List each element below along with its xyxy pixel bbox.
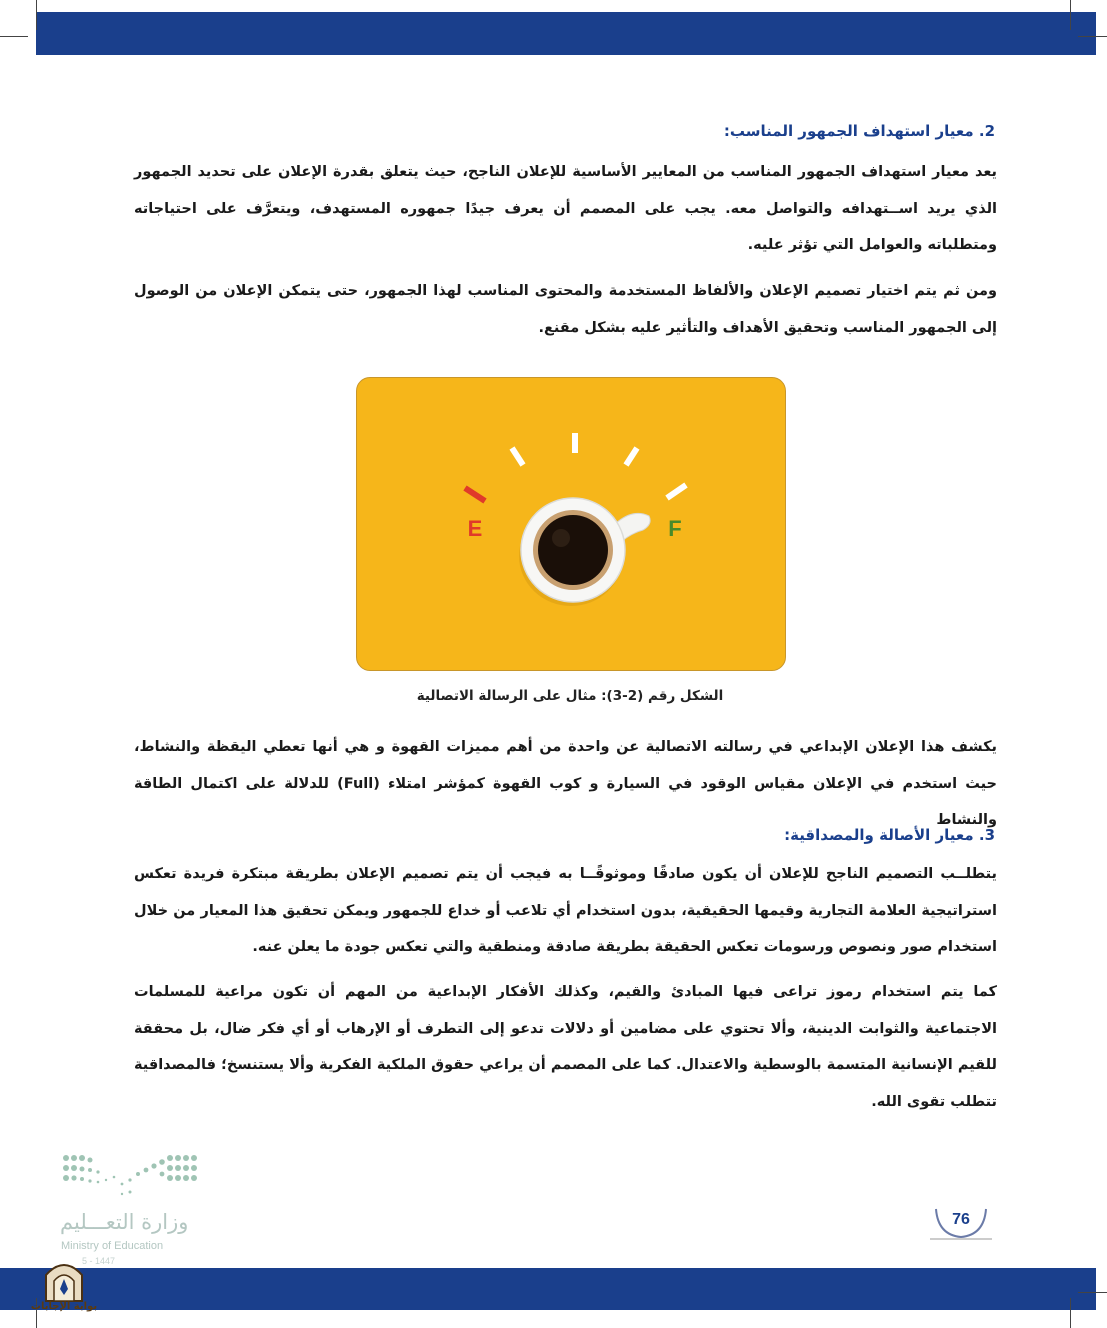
section-3-heading: 3. معيار الأصالة والمصداقية: <box>784 826 995 844</box>
page-number-badge <box>930 1205 992 1241</box>
ministry-name-english: Ministry of Education <box>61 1240 164 1252</box>
section-2-heading: 2. معيار استهداف الجمهور المناسب: <box>723 122 995 140</box>
top-header-bar <box>36 12 1096 55</box>
crop-mark <box>1070 1298 1071 1328</box>
section-2-paragraph-2: ومن ثم يتم اختيار تصميم الإعلان والألفاظ المستخدمة والمحتوى المناسب لهذا الجمهور، حتى يتمكن الإعلان من الوصول إلى الجمهور المناسب وتحقيق الأهداف والتأثير عليه بشكل مقنع. <box>134 283 997 336</box>
figure-caption: الشكل رقم (2-3): مثال على الرسالة الاتصالية <box>416 688 724 704</box>
section-3-paragraph-2: كما يتم استخدام رموز تراعى فيها المبادئ والقيم، وكذلك الأفكار الإبداعية من المهم أن تكون مراعية للمسلمات الاجتماعية والثوابت الدينية، وألا تحتوي على مضامين أو دلالات تدعو إلى التطرف أو الإرهاب أو أي فكر ضال، بل محققة للقيم الإنسانية المتسمة بالوسطية والاعتدال. كما على المصمم أن يراعي حقوق الملكية الفكرية وألا يستنسخ؛ فالمصداقية تتطلب تقوى الله. <box>134 984 997 1110</box>
gauge-tick-full <box>667 485 686 498</box>
portal-building-icon <box>28 1255 100 1305</box>
ministry-name-arabic: وزارة التعـــليم <box>60 1210 189 1234</box>
fuel-gauge-coffee-ad-image <box>356 377 786 671</box>
figure-explanation-paragraph: يكشف هذا الإعلان الإبداعي في رسالته الاتصالية عن واحدة من أهم مميزات القهوة و هي أنها تعطي اليقظة والنشاط، حيث استخدم في الإعلان مقياس الوقود في السيارة و كوب القهوة كمؤشر امتلاء (Full) للدلالة على اكتمال الطاقة والنشاط <box>134 739 997 828</box>
gauge-tick <box>626 448 637 465</box>
gauge-tick-empty <box>465 488 485 501</box>
portal-label: بوابة الإجابات <box>30 1301 98 1312</box>
crop-mark <box>0 36 28 37</box>
ministry-logo <box>60 1150 210 1265</box>
bottom-footer-bar <box>0 1268 1096 1310</box>
crop-mark <box>1078 1292 1107 1293</box>
ad-illustration <box>357 378 785 670</box>
gauge-full-label: F <box>668 516 682 541</box>
crop-mark <box>1070 0 1071 30</box>
crop-mark <box>36 0 37 30</box>
gauge-tick <box>512 448 523 465</box>
answers-portal-watermark <box>28 1255 100 1321</box>
page-number: 76 <box>952 1211 970 1228</box>
gauge-empty-label: E <box>467 516 483 541</box>
coffee-highlight <box>552 529 570 547</box>
academic-years: 5 - 1447 <box>82 1256 116 1266</box>
crop-mark <box>1078 36 1107 37</box>
ministry-dots-icon <box>60 1150 200 1202</box>
section-2-paragraph-1: يعد معيار استهداف الجمهور المناسب من المعايير الأساسية للإعلان الناجح، حيث يتعلق بقدرة الإعلان على تحديد الجمهور الذي يريد اســتهدافه والتواصل معه. يجب على المصمم أن يعرف جيدًا جمهوره المستهدف، ويتعرَّف على احتياجاته ومتطلباته والعوامل التي تؤثر عليه. <box>134 164 997 253</box>
section-3-paragraph-1: يتطلــب التصميم الناجح للإعلان أن يكون صادقًا وموثوقًــا به فيجب أن يتم تصميم الإعلان بطريقة مبتكرة فريدة تعكس استراتيجية العلامة التجارية وقيمها الحقيقية، بدون استخدام أي تلاعب أو خداع للجمهور ويمكن تحقيق هذا المعيار من خلال استخدام صور ونصوص ورسومات تعكس الحقيقة بطريقة صادقة ومنطقية والتي تعكس جودة ما يعلن عنه. <box>134 866 997 955</box>
coffee-surface <box>538 515 608 585</box>
